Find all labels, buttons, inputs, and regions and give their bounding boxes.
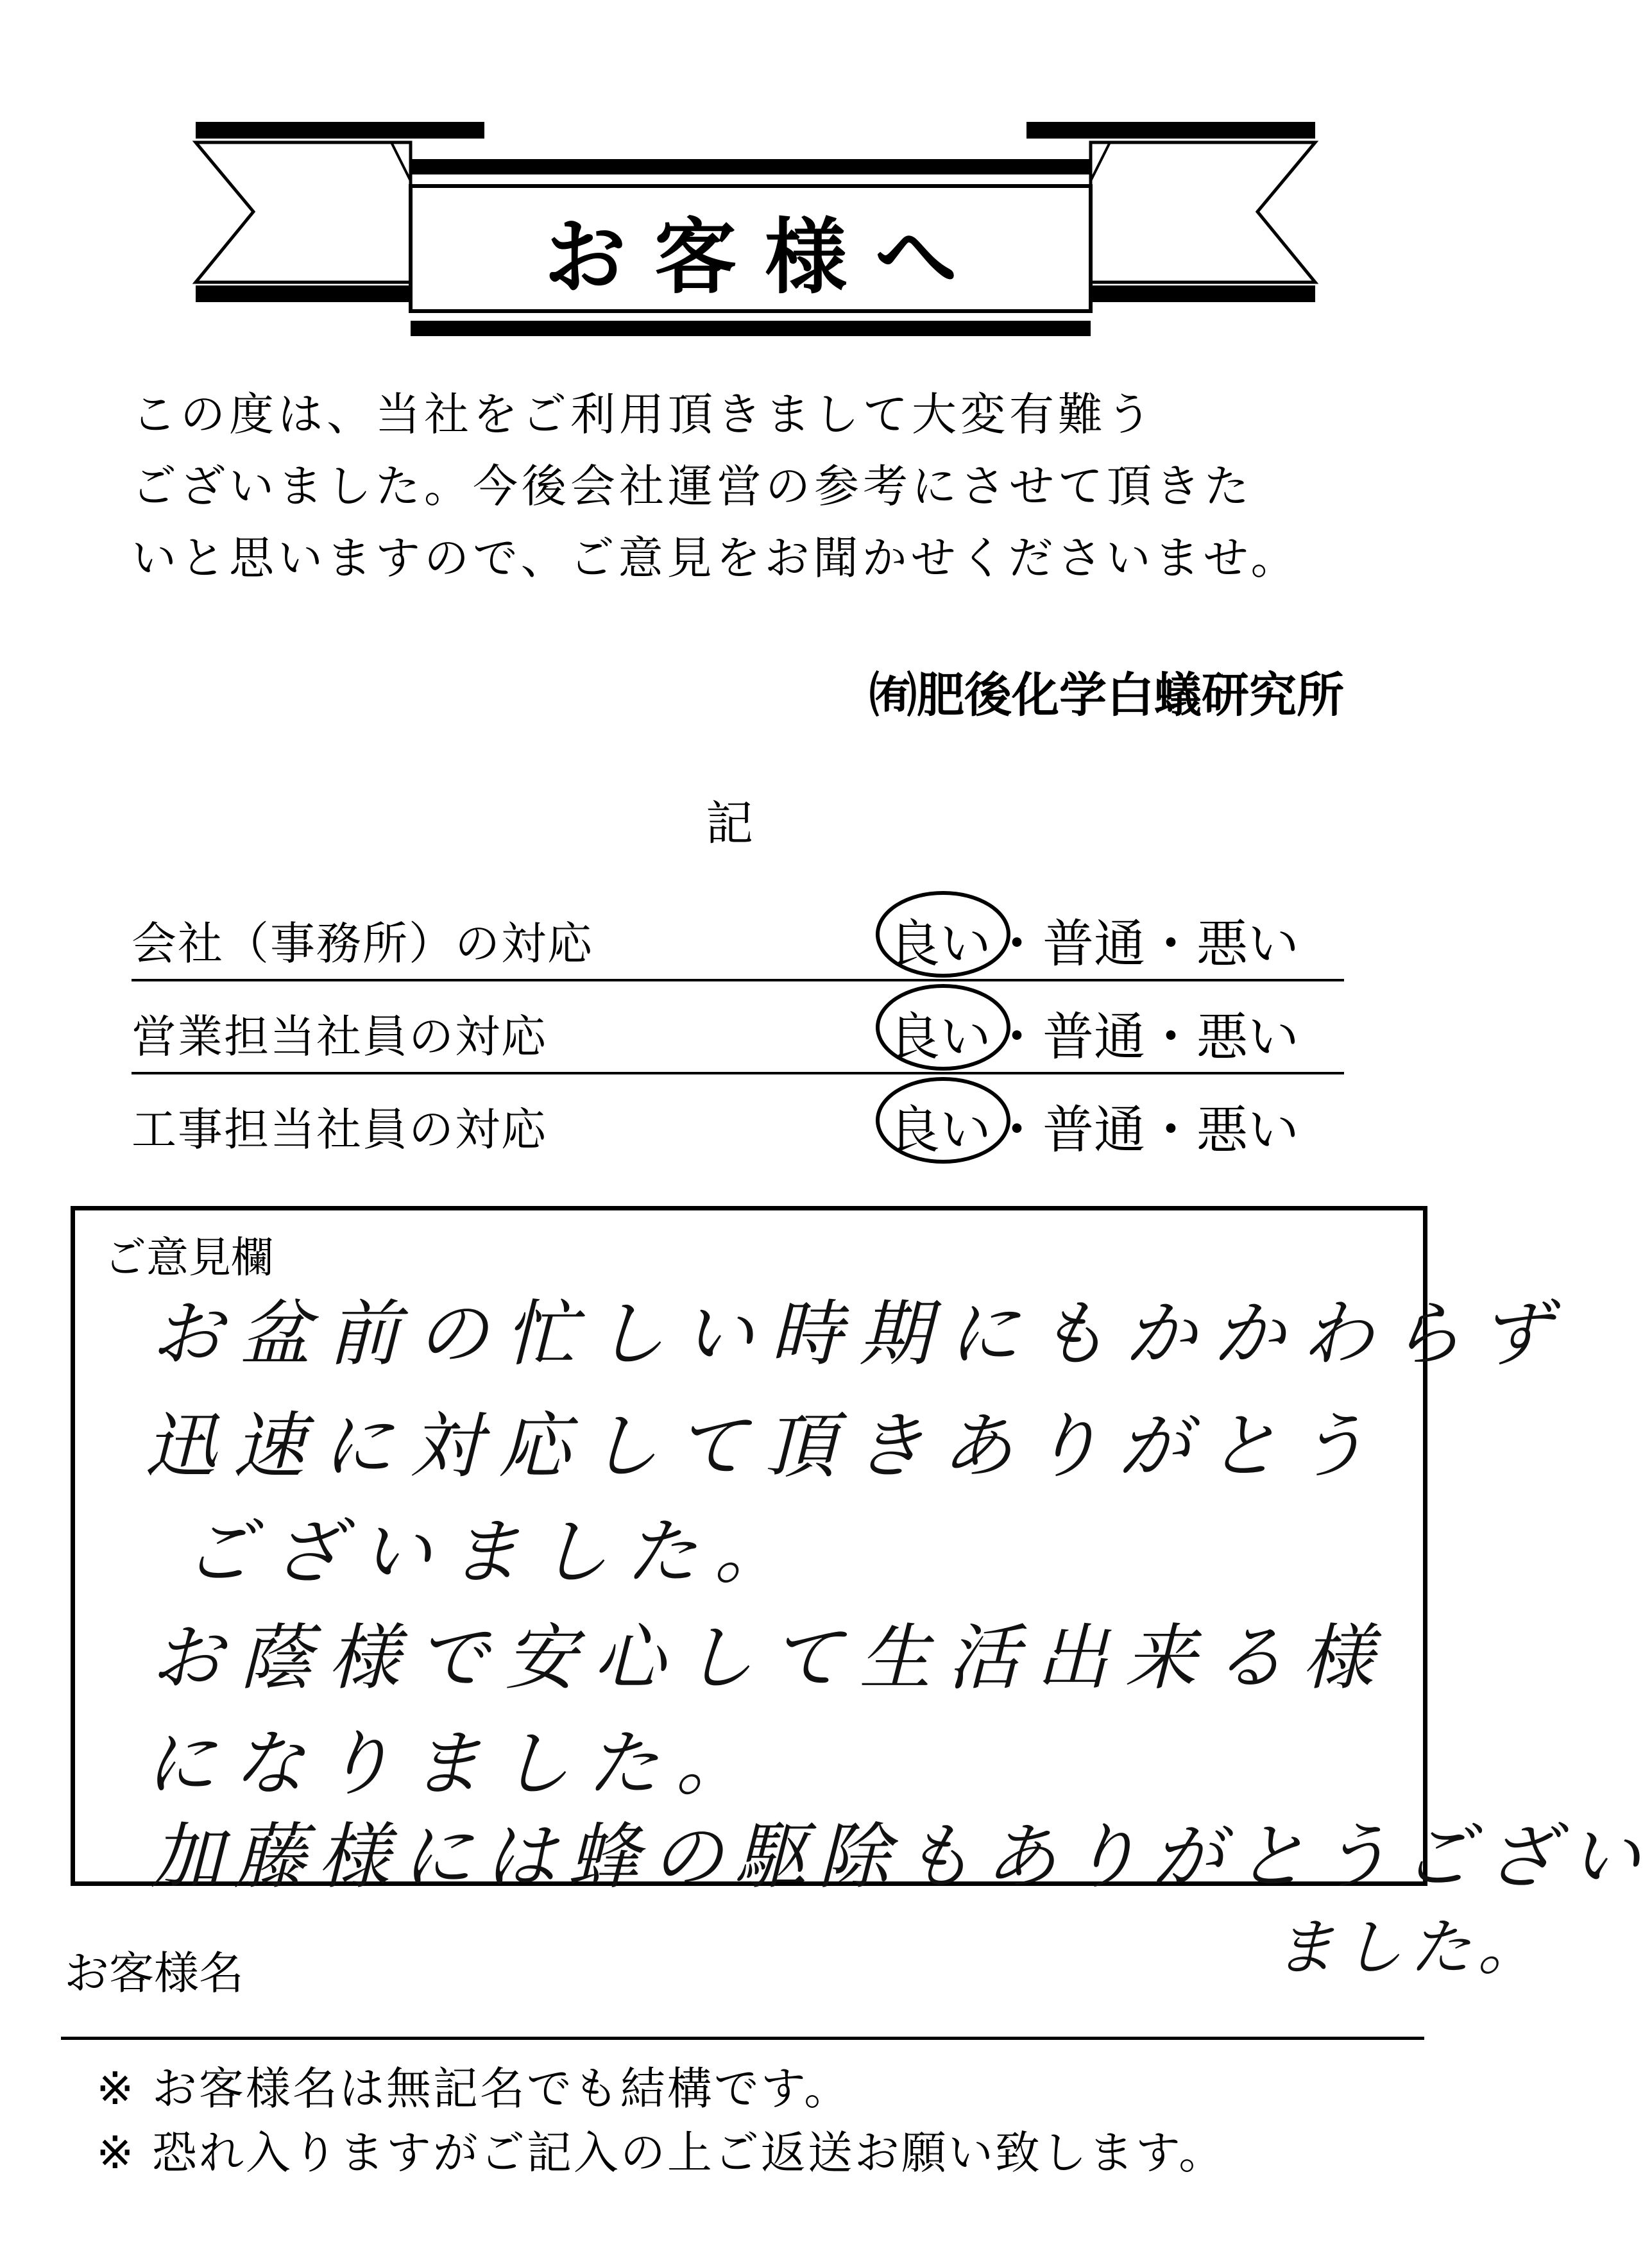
separator: ・ (991, 1100, 1043, 1160)
option-normal[interactable]: 普通 (1043, 1100, 1145, 1160)
handwritten-line: お盆前の忙しい時期にもかかわらず (151, 1293, 1567, 1376)
intro-paragraph (132, 378, 1389, 594)
handwritten-line: お蔭様で安心して生活出来る様 (151, 1617, 1390, 1700)
evaluation-options (889, 903, 1299, 976)
opinion-label: ご意見欄 (104, 1233, 273, 1282)
separator: ・ (991, 914, 1043, 974)
section-mark: 記 (706, 796, 753, 851)
selected-circle-mark (876, 891, 1010, 978)
handwritten-line: 迅速に対応して頂きありがとう (144, 1405, 1384, 1488)
handwritten-line: 加藤様には蜂の駆除もありがとうござい (151, 1815, 1652, 1899)
selected-circle-mark (876, 984, 1010, 1071)
evaluation-options (889, 996, 1299, 1069)
note-return: ※ 恐れ入りますがご記入の上ご返送お願い致します。 (96, 2126, 1226, 2179)
banner-title: お客様へ (543, 209, 985, 305)
handwritten-line: になりました。 (144, 1722, 764, 1806)
separator: ・ (1145, 1100, 1196, 1160)
handwritten-line: ございました。 (183, 1511, 803, 1594)
option-normal[interactable]: 普通 (1043, 914, 1145, 974)
option-good[interactable]: 良い (889, 996, 991, 1069)
separator: ・ (1145, 914, 1196, 974)
option-bad[interactable]: 悪い (1196, 1100, 1299, 1160)
separator: ・ (1145, 1007, 1196, 1067)
evaluation-row-sales (132, 981, 1344, 1074)
intro-line: ございました。今後会社運営の参考にさせて頂きた (132, 460, 1253, 513)
option-good[interactable]: 良い (889, 1089, 991, 1162)
evaluation-label: 営業担当社員の対応 (132, 1010, 547, 1063)
note-anonymous: ※ お客様名は無記名でも結構です。 (96, 2062, 851, 2115)
intro-line: いと思いますので、ご意見をお聞かせくださいませ。 (132, 532, 1300, 584)
evaluation-label: 工事担当社員の対応 (132, 1103, 547, 1156)
option-bad[interactable]: 悪い (1196, 1007, 1299, 1067)
intro-line: この度は、当社をご利用頂きまして大変有難う (132, 388, 1155, 441)
evaluation-label: 会社（事務所）の対応 (132, 917, 593, 970)
customer-name-label: お客様名 (64, 1947, 244, 1999)
handwritten-line: ました。 (1273, 1912, 1546, 1983)
evaluation-row-office (132, 888, 1344, 981)
evaluation-row-construction (132, 1074, 1344, 1167)
option-bad[interactable]: 悪い (1196, 914, 1299, 974)
option-good[interactable]: 良い (889, 903, 991, 976)
customer-name-field[interactable] (61, 2037, 1424, 2040)
separator: ・ (991, 1007, 1043, 1067)
company-name: ㈲肥後化学白蟻研究所 (869, 668, 1344, 723)
option-normal[interactable]: 普通 (1043, 1007, 1145, 1067)
selected-circle-mark (876, 1077, 1010, 1164)
evaluation-options (889, 1089, 1299, 1162)
